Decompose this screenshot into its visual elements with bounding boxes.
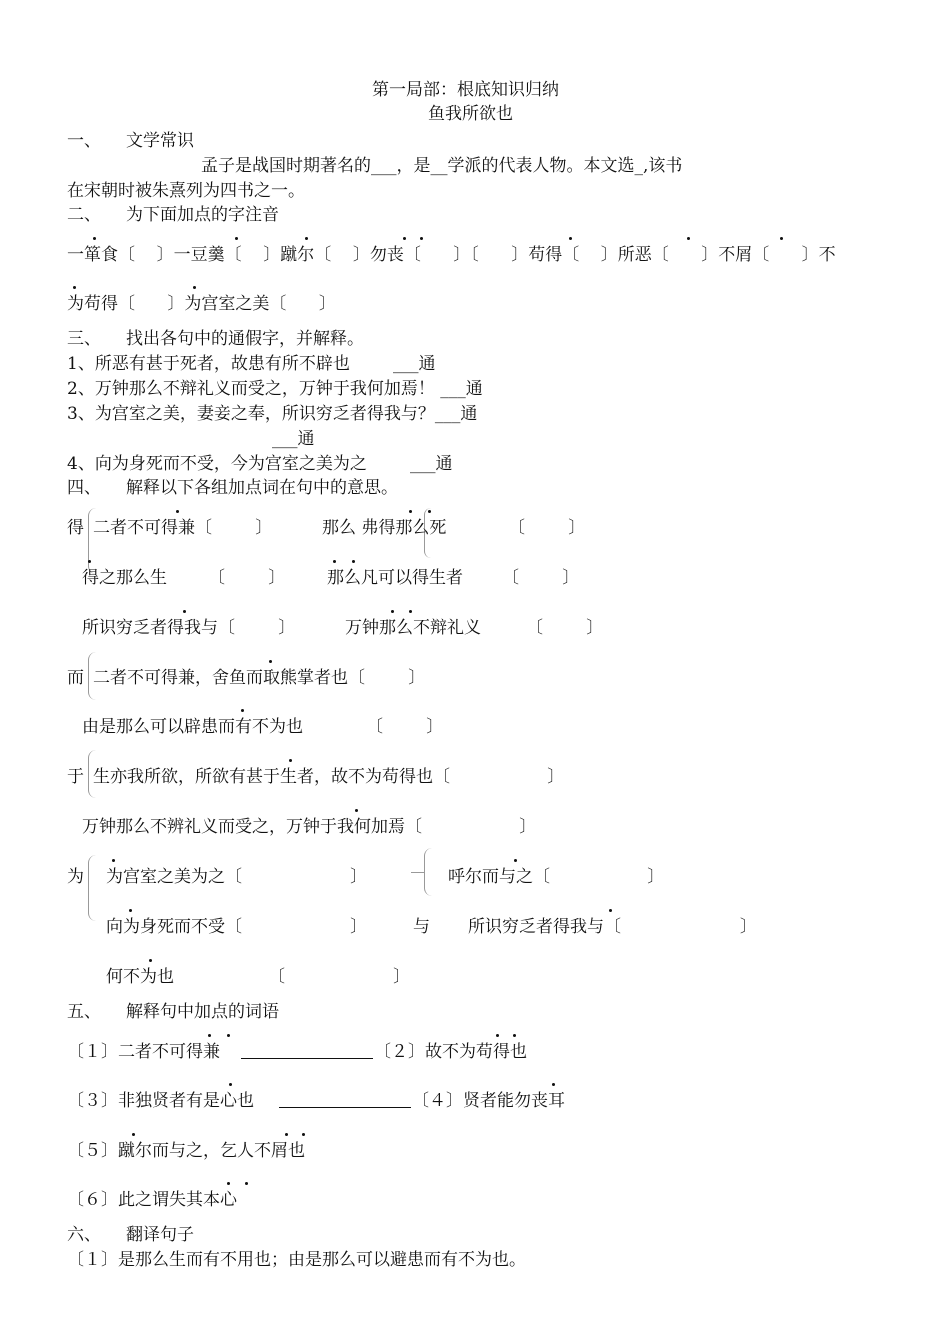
emphasis-dot — [514, 859, 517, 862]
section-6-title: 翻译句子 — [126, 1225, 194, 1245]
translate-q1: 〔１〕是那么生而有不用也；由是那么可以避患而有不为也。 — [67, 1250, 526, 1270]
emphasis-dot — [496, 1034, 499, 1037]
emphasis-dot — [149, 959, 152, 962]
section-5-title: 解释句中加点的词语 — [126, 1002, 279, 1022]
emphasis-dot — [132, 1133, 135, 1136]
emphasis-dot — [428, 510, 431, 513]
section-1-title: 文学常识 — [126, 131, 194, 151]
emphasis-dot — [193, 286, 196, 289]
group-yu2-label: 与 — [413, 917, 430, 937]
emphasis-dot — [229, 1083, 232, 1086]
emphasis-dot — [391, 610, 394, 613]
explain-q3: 〔３〕非独贤者有是心也 — [67, 1091, 254, 1111]
emphasis-dot — [245, 1182, 248, 1185]
group-de-item-6-blank: 〔 〕 — [526, 618, 604, 638]
tongjia-q3: 3、为宫室之美，妻妾之奉，所识穷乏者得我与？___通 — [67, 404, 478, 424]
group-yu-item-2: 万钟那么不辨礼义而受之，万钟于我何加焉〔 〕 — [82, 817, 537, 837]
group-wei-label: 为 — [67, 867, 84, 887]
explain-q6: 〔６〕此之谓失其本心 — [67, 1190, 237, 1210]
emphasis-dot — [403, 237, 406, 240]
brace — [424, 848, 435, 896]
emphasis-dot — [569, 237, 572, 240]
group-de-item-4-blank: 〔 〕 — [502, 568, 580, 588]
emphasis-dot — [93, 237, 96, 240]
section-2-number: 二、 — [67, 205, 101, 225]
answer-line — [279, 1107, 411, 1108]
group-er-item-2: 由是那么可以辟患而有不为也 — [82, 717, 303, 737]
group-de-item-3: 得之那么生 — [82, 568, 167, 588]
explain-q2: 〔２〕故不为苟得也 — [374, 1042, 527, 1062]
pinyin-line-2: 为苟得〔 〕为宫室之美〔 〕 — [67, 294, 336, 314]
emphasis-dot — [409, 610, 412, 613]
section-5-number: 五、 — [67, 1002, 101, 1022]
emphasis-dot — [176, 510, 179, 513]
pinyin-line-1: 一箪食〔 〕一豆羹〔 〕蹴尔〔 〕勿丧〔 〕〔 〕苟得〔 〕所恶〔 〕不屑〔 〕不 — [67, 245, 836, 265]
emphasis-dot — [352, 560, 355, 563]
emphasis-dot — [780, 237, 783, 240]
emphasis-dot — [609, 909, 612, 912]
section-3-number: 三、 — [67, 329, 101, 349]
group-yu-label: 于 — [67, 767, 84, 787]
emphasis-dot — [285, 1133, 288, 1136]
section-4-number: 四、 — [67, 478, 101, 498]
group-wei-item-2: 向为身死而不受〔 〕 — [106, 917, 368, 937]
group-de-item-4: 那么凡可以得生者 — [327, 568, 463, 588]
explain-q5: 〔５〕蹴尔而与之，乞人不屑也 — [67, 1141, 305, 1161]
section-3-title: 找出各句中的通假字，并解释。 — [126, 329, 364, 349]
section-1-text: 孟子是战国时期著名的___，是__学派的代表人物。本文选_,该书 — [201, 156, 683, 176]
group-de-item-6: 万钟那么不辩礼义 — [345, 618, 481, 638]
tongjia-q2: 2、万钟那么不辩礼义而受之，万钟于我何加焉！ ___通 — [67, 379, 483, 399]
section-4-title: 解释以下各组加点词在句中的意思。 — [126, 478, 398, 498]
group-de-item-3-blank: 〔 〕 — [208, 568, 286, 588]
group-de-item-5: 所识穷乏者得我与〔 〕 — [82, 618, 296, 638]
emphasis-dot — [302, 1133, 305, 1136]
group-yu2-item-2: 所识穷乏者得我与〔 〕 — [468, 917, 757, 937]
group-de-item-1: 二者不可得兼〔 〕 — [93, 518, 273, 538]
group-yu2-item-1: 呼尔而与之〔 〕 — [448, 867, 665, 887]
brace — [88, 855, 97, 921]
page-subtitle: 鱼我所欲也 — [428, 104, 513, 124]
group-yu-item-1: 生亦我所欲，所欲有甚于生者，故不为苟得也〔 〕 — [93, 767, 565, 787]
page-title: 第一局部：根底知识归纳 — [372, 80, 559, 100]
emphasis-dot — [227, 1034, 230, 1037]
tongjia-q4: 4、向为身死而不受，今为宫室之美为之 ___通 — [67, 454, 453, 474]
emphasis-dot — [305, 237, 308, 240]
emphasis-dot — [129, 909, 132, 912]
emphasis-dot — [333, 560, 336, 563]
emphasis-dot — [227, 1182, 230, 1185]
emphasis-dot — [552, 1083, 555, 1086]
brace-tip — [411, 872, 425, 873]
section-6-number: 六、 — [67, 1225, 101, 1245]
group-de-item-2: 那么 弗得那么死 — [322, 518, 447, 538]
emphasis-dot — [687, 237, 690, 240]
emphasis-dot — [269, 660, 272, 663]
group-wei-item-1: 为宫室之美为之〔 〕 — [106, 867, 368, 887]
explain-q4: 〔４〕贤者能勿丧耳 — [412, 1091, 565, 1111]
emphasis-dot — [289, 759, 292, 762]
group-er-item-2-blank: 〔 〕 — [366, 717, 444, 737]
group-er-item-1: 二者不可得兼，舍鱼而取熊掌者也〔 〕 — [93, 668, 426, 688]
tongjia-q3-extra: ___通 — [272, 429, 315, 449]
group-er-label: 而 — [67, 668, 84, 688]
emphasis-dot — [88, 560, 91, 563]
group-de-label: 得 — [67, 518, 84, 538]
section-1-text-cont: 在宋朝时被朱熹列为四书之一。 — [67, 181, 305, 201]
emphasis-dot — [409, 510, 412, 513]
tongjia-q1: 1、所恶有甚于死者，故患有所不辟也 ___通 — [67, 354, 436, 374]
group-wei-item-3-blank: 〔 〕 — [268, 967, 411, 987]
section-2-title: 为下面加点的字注音 — [126, 205, 279, 225]
emphasis-dot — [112, 859, 115, 862]
emphasis-dot — [355, 809, 358, 812]
answer-line — [241, 1058, 373, 1059]
emphasis-dot — [208, 1034, 211, 1037]
group-wei-item-3: 何不为也 — [106, 967, 174, 987]
emphasis-dot — [241, 709, 244, 712]
explain-q1: 〔１〕二者不可得兼 — [67, 1042, 220, 1062]
emphasis-dot — [183, 610, 186, 613]
emphasis-dot — [235, 237, 238, 240]
emphasis-dot — [513, 1034, 516, 1037]
section-1-number: 一、 — [67, 131, 101, 151]
emphasis-dot — [73, 286, 76, 289]
emphasis-dot — [420, 237, 423, 240]
group-de-item-2-blank: 〔 〕 — [508, 518, 586, 538]
